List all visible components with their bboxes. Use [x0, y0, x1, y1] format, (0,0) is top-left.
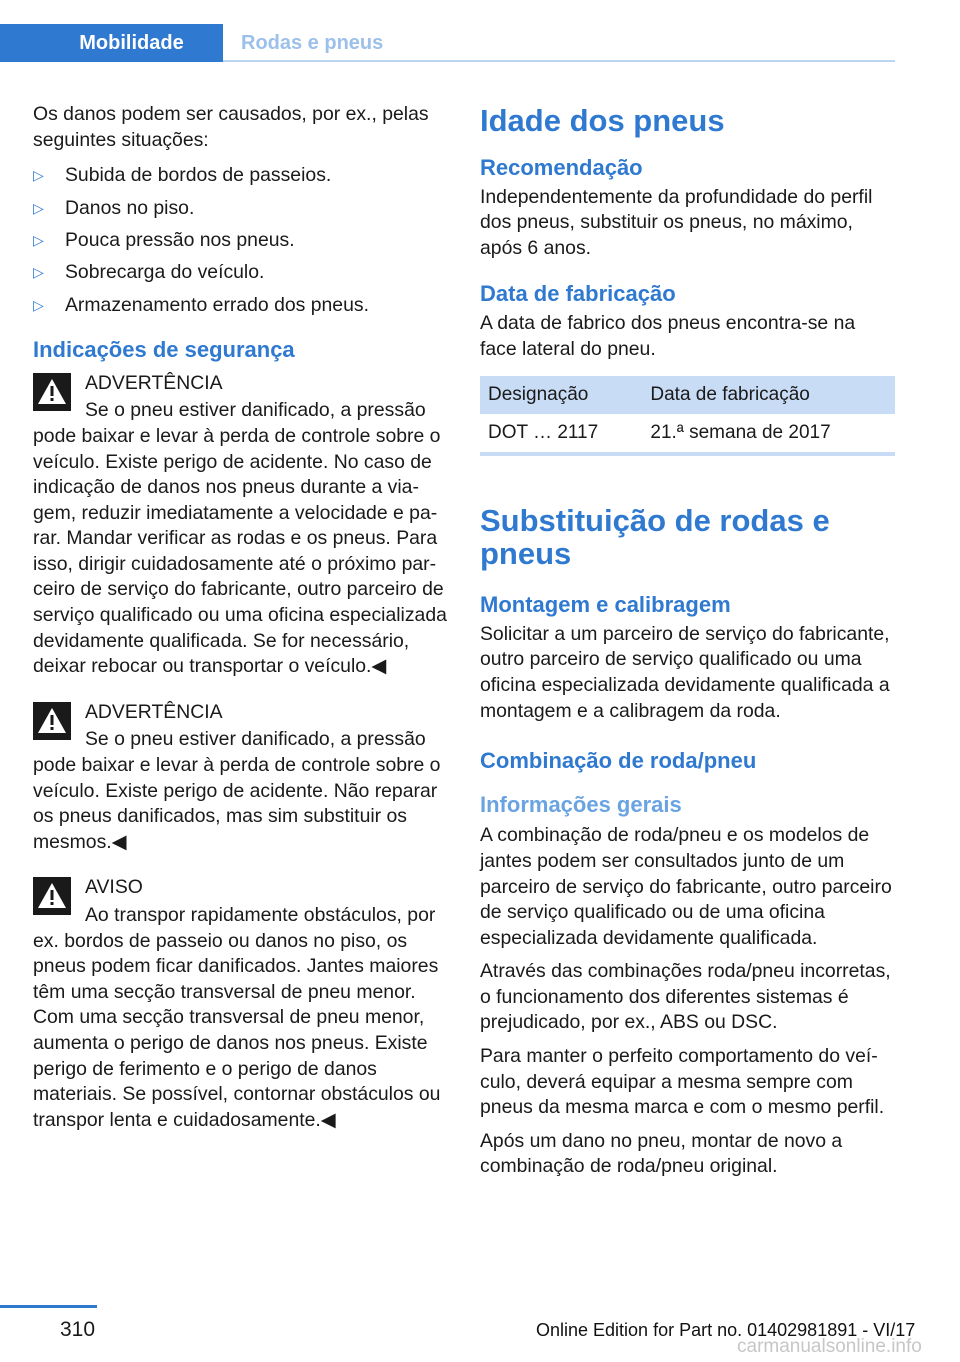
table-header-cell: Data de fabricação — [642, 376, 895, 414]
warning-title: ADVERTÊNCIA — [85, 700, 223, 723]
right-column — [480, 102, 895, 1180]
triangle-bullet-icon: ▷ — [33, 167, 44, 184]
mounting-text: Solicitar a um parceiro de serviço do fabricante, outro parceiro de serviço qualificado ou uma oficina especializada devidamente qualificada a montagem e a calibragem da roda. — [480, 622, 890, 722]
list-item: ▷ Armazenamento errado dos pneus. — [33, 289, 448, 321]
triangle-bullet-icon: ▷ — [33, 231, 44, 248]
intro-text: Os danos podem ser causados, por ex., pelas seguintes situações: — [33, 103, 429, 151]
damage-causes-list — [33, 159, 448, 321]
notice-block — [33, 875, 448, 1133]
list-item: ▷ Subida de bordos de passeios. — [33, 159, 448, 191]
left-column — [33, 102, 448, 1153]
tab-rodas-e-pneus[interactable]: Rodas e pneus — [241, 31, 384, 54]
triangle-bullet-icon: ▷ — [33, 199, 44, 216]
warning-title: ADVERTÊNCIA — [85, 371, 223, 394]
notice-title: AVISO — [85, 876, 143, 899]
paragraph: Após um dano no pneu, montar de novo a combinação de roda/pneu original. — [480, 1129, 843, 1178]
warning-first-line: Se o pneu estiver danificado, a pressão — [85, 399, 426, 422]
recommendation-heading: Recomendação — [480, 155, 643, 180]
table-cell: DOT … 2117 — [480, 414, 642, 454]
safety-heading: Indicações de segurança — [33, 337, 295, 363]
manufacture-date-heading: Data de fabricação — [480, 281, 676, 307]
general-info-heading: Informações gerais — [480, 791, 682, 817]
warning-text: pode baixar e levar à perda de controle sobre o veículo. Existe perigo de acidente. No caso de indicação de danos nos pneus durante a viagem, reduzir imediatamente a velocidade e parar. Mandar verificar as rodas e os pneus. Para isso, dirigir cuidadosamente até o próximo parceiro de serviço do fabricante, outro parceiro de serviço qualificado ou uma oficina especializada devidamente qualificada. Se for necessário, deixar rebocar ou transportar o veículo.◀ — [33, 424, 447, 678]
list-item: ▷ Danos no piso. — [33, 192, 448, 224]
notice-text: ex. bordos de passeio ou danos no piso, os pneus podem ficar danificados. Jantes maiores têm uma secção transversal de pneu menor. Com uma secção transversal de pneu menor, aumenta o perigo de danos nos pneus. Existe perigo de ferimento e o perigo de danos materiais. Se possível, contornar obstáculos ou transpor lenta e cuidadosamente.◀ — [33, 929, 441, 1131]
header-tabbar — [0, 0, 895, 64]
combination-heading: Combinação de roda/pneu — [480, 748, 757, 774]
footer-rule — [0, 1305, 97, 1308]
header-rule — [223, 60, 895, 62]
paragraph: Para manter o perfeito comportamento do veículo, deverá equipar a mesma sempre com pneus da mesma marca e com o mesmo perfil. — [480, 1045, 885, 1119]
tab-mobilidade[interactable]: Mobilidade — [0, 24, 223, 62]
warning-block — [33, 700, 448, 856]
watermark-text: carmanualsonline.info — [737, 1336, 922, 1357]
warning-text: pode baixar e levar à perda de controle sobre o veículo. Existe perigo de acidente. Não reparar os pneus danificados, mas sim substituir os mesmos.◀ — [33, 754, 441, 853]
triangle-bullet-icon: ▷ — [33, 264, 44, 281]
edition-text: Online Edition for Part no. 01402981891 - VI/17 — [536, 1320, 916, 1340]
replacement-heading: Substituição de rodas e pneus — [480, 503, 830, 572]
table-header-row — [480, 376, 895, 414]
warning-triangle-icon — [33, 373, 71, 411]
table-header-cell: Designação — [480, 376, 642, 414]
paragraph: A combinação de roda/pneu e os modelos de jantes podem ser consultados junto de um parceiro de serviço do fabricante, outro parceiro de serviço qualificado ou de uma oficina especializada devidamente qualificada. — [480, 824, 892, 949]
warning-block — [33, 371, 448, 680]
paragraph: Através das combinações roda/pneu incorretas, o funcionamento dos diferentes sistemas é prejudicado, por ex., ABS ou DSC. — [480, 960, 891, 1034]
warning-triangle-icon — [33, 877, 71, 915]
mounting-heading: Montagem e calibragem — [480, 592, 731, 618]
notice-first-line: Ao transpor rapidamente obstáculos, por — [85, 904, 436, 927]
page-number: 310 — [60, 1318, 96, 1341]
triangle-bullet-icon: ▷ — [33, 296, 44, 313]
warning-first-line: Se o pneu estiver danificado, a pressão — [85, 728, 426, 751]
manufacture-date-table — [480, 376, 895, 456]
table-cell: 21.ª semana de 2017 — [642, 414, 895, 454]
table-row — [480, 414, 895, 454]
manufacture-date-text: A data de fabrico dos pneus encontra-se na face lateral do pneu. — [480, 311, 856, 360]
warning-triangle-icon — [33, 702, 71, 740]
recommendation-text: Independentemente da profundidade do perfil dos pneus, substituir os pneus, no máximo, após 6 anos. — [480, 185, 873, 259]
tire-age-heading: Idade dos pneus — [480, 103, 725, 138]
list-item: ▷ Sobrecarga do veículo. — [33, 256, 448, 288]
list-item: ▷ Pouca pressão nos pneus. — [33, 224, 448, 256]
